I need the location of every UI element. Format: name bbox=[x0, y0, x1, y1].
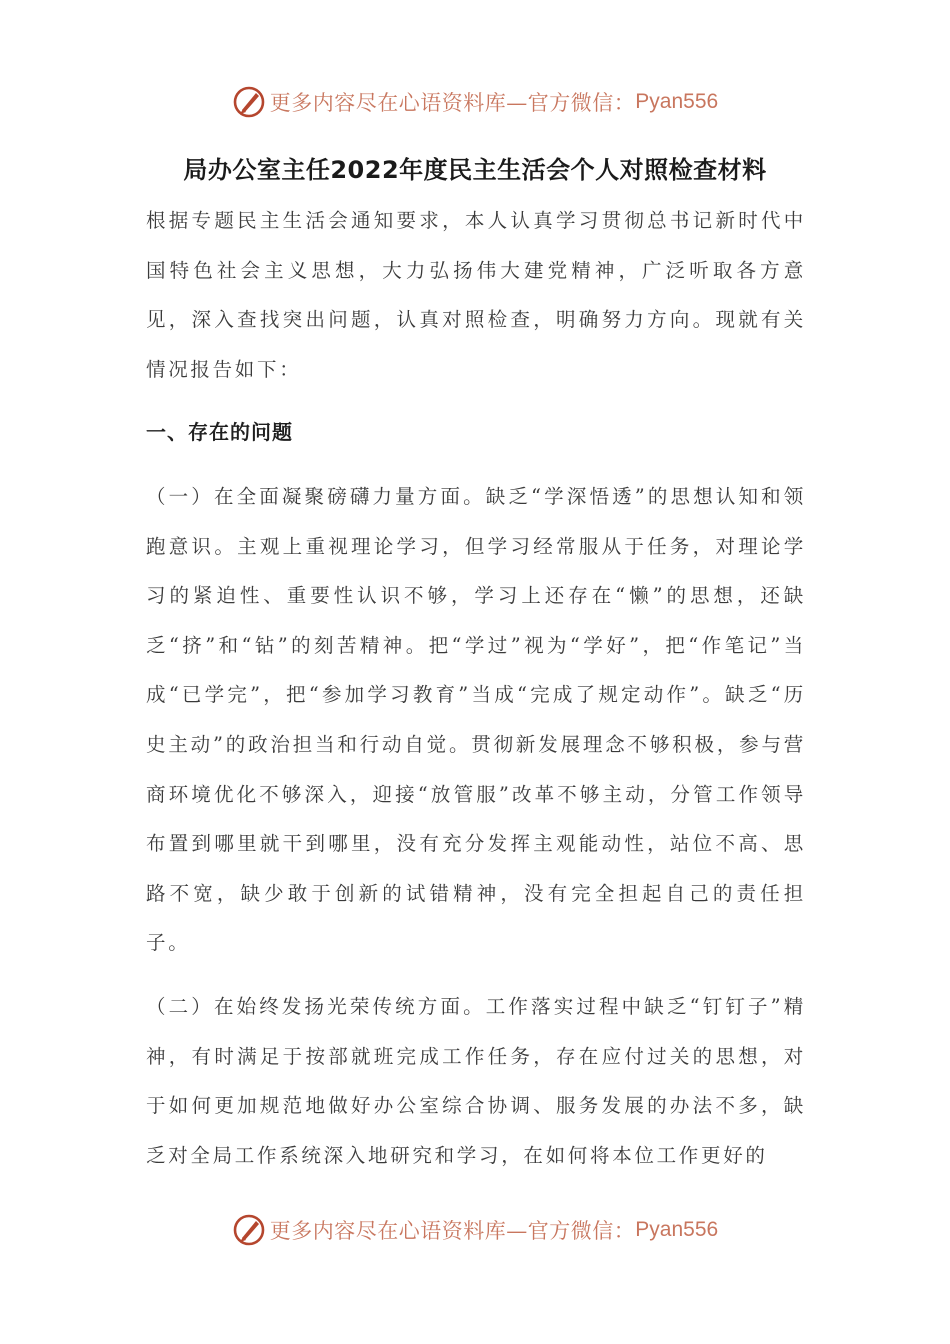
banner-text: 更多内容尽在心语资料库—官方微信： bbox=[269, 91, 636, 115]
section-heading: 一、存在的问题 bbox=[146, 420, 293, 445]
paragraph-two: （二）在始终发扬光荣传统方面。工作落实过程中缺乏“钉钉子”精神，有时满足于按部就班完成工作任务，存在应付过关的思想，对于如何更加规范地做好办公室综合协调、服务发展的办法不多，缺乏对全局工作系统深入地研究和学习，在如何将本位工作更好的 bbox=[146, 994, 806, 1167]
banner-wechat-id: Pyan556 bbox=[635, 1218, 719, 1241]
header-banner bbox=[0, 78, 950, 126]
document-title: 局办公室主任2022年度民主生活会个人对照检查材料 bbox=[183, 156, 767, 184]
paragraph-one: （一）在全面凝聚磅礴力量方面。缺乏“学深悟透”的思想认知和领跑意识。主观上重视理论学习，但学习经常服从于任务，对理论学习的紧迫性、重要性认识不够，学习上还存在“懒”的思想，还缺乏“挤”和“钻”的刻苦精神。把“学过”视为“学好”，把“作笔记”当成“已学完”，把“参加学习教育”当成“完成了规定动作”。缺乏“历史主动”的政治担当和行动自觉。贯彻新发展理念不够积极，参与营商环境优化不够深入，迎接“放管服”改革不够主动，分管工作领导布置到哪里就干到哪里，没有充分发挥主观能动性，站位不高、思路不宽，缺少敢于创新的试错精神，没有完全担起自己的责任担子。 bbox=[146, 484, 806, 955]
pen-circle-logo-icon bbox=[232, 1213, 266, 1247]
banner-text: 更多内容尽在心语资料库—官方微信： bbox=[269, 1219, 636, 1243]
document-body bbox=[146, 196, 806, 1194]
intro-paragraph: 根据专题民主生活会通知要求，本人认真学习贯彻总书记新时代中国特色社会主义思想，大力弘扬伟大建党精神，广泛听取各方意见，深入查找突出问题，认真对照检查，明确努力方向。现就有关情况报告如下： bbox=[146, 209, 806, 381]
banner-wechat-id: Pyan556 bbox=[635, 90, 719, 113]
footer-banner bbox=[0, 1206, 950, 1254]
pen-circle-logo-icon bbox=[232, 85, 266, 119]
